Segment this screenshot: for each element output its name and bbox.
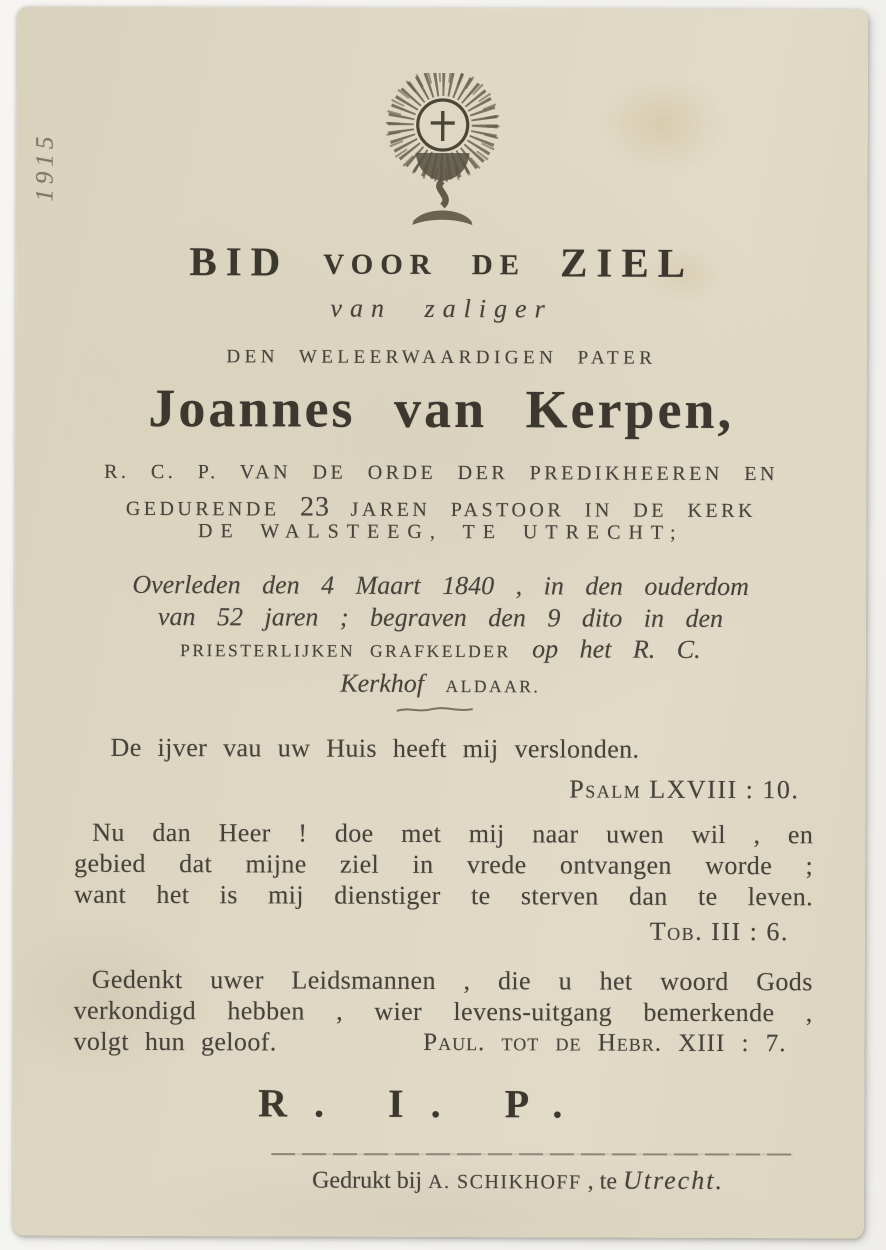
- printer-imprint: [223, 1164, 813, 1196]
- quote-tobias-text: [74, 817, 813, 913]
- title-word: VOOR: [323, 248, 438, 281]
- imprint-city: Utrecht.: [622, 1165, 725, 1195]
- quote-psalm-source: Psalm LXVIII : 10.: [569, 774, 800, 805]
- squiggle-divider: [395, 705, 475, 715]
- prayer-card: [13, 7, 868, 1239]
- position-line-3: DE WALSTEEG, TE UTRECHT;: [197, 520, 684, 544]
- quote-hebrews-source: Paul. tot de Hebr. XIII : 7.: [423, 1028, 787, 1058]
- obituary-block: [15, 569, 866, 704]
- quote-psalm-text: De ijver vau uw Huis heeft mij verslonden.: [110, 732, 640, 764]
- quote-tobias-line-3: want het is mij dienstiger te sterven dan te leven.: [73, 879, 814, 912]
- rip-line: R. I. P.: [258, 1080, 590, 1127]
- obituary-line-4-italic: Kerkhof: [340, 668, 446, 698]
- imprint-divider-rule: [271, 1153, 793, 1155]
- quote-hebrews-closing: volgt hun geloof.: [73, 1026, 277, 1057]
- position-line-2-pre: GEDURENDE: [125, 497, 280, 521]
- imprint-prefix: Gedrukt bij: [312, 1167, 429, 1194]
- title-word: BID: [189, 238, 290, 285]
- deceased-name: Joannes van Kerpen,: [148, 377, 735, 441]
- honorific-line: DEN WELEERWAARDIGEN PATER: [226, 346, 657, 369]
- position-line-1: R. C. P. VAN DE ORDE DER PREDIKHEEREN EN: [104, 460, 778, 486]
- title-word: DE: [471, 249, 527, 282]
- obituary-line-4: [15, 666, 866, 703]
- obituary-line-4-caps: ALDAAR.: [445, 675, 541, 696]
- obituary-line-1: Overleden den 4 Maart 1840 , in den ouderdom: [132, 569, 749, 602]
- obituary-line-2: van 52 jaren ; begraven den 9 dito in den: [157, 601, 724, 633]
- imprint-printer-name: A. SCHIKHOFF: [428, 1170, 582, 1194]
- obituary-line-3-italic: op het R. C.: [510, 634, 701, 664]
- years-count: 23: [300, 491, 331, 523]
- page-title: [16, 237, 867, 288]
- quote-tobias-source: Tob. III : 6.: [649, 916, 789, 947]
- obituary-line-3-caps: PRIESTERLIJKEN GRAFKELDER: [180, 640, 511, 662]
- quote-tobias-line-1: Nu dan Heer ! doe met mij naar uwen wil , en: [92, 817, 814, 850]
- quote-hebrews-text: [73, 964, 812, 1060]
- handwritten-archive-number: 1915: [31, 131, 59, 202]
- monstrance-chalice-icon: [327, 73, 558, 230]
- quote-hebrews-line-2: verkondigd hebben , wier levens-uitgang bemerkende ,: [73, 995, 813, 1028]
- title-word: ZIEL: [559, 239, 695, 286]
- quote-tobias-line-2: gebied dat mijne ziel in vrede ontvangen worde ;: [74, 848, 814, 881]
- quote-hebrews-line-1: Gedenkt uwer Leidsmannen , die u het woord Gods: [91, 964, 813, 997]
- position-line-2-post: JAREN PASTOOR IN DE KERK: [350, 498, 756, 523]
- subtitle-van-zaliger: van zaliger: [330, 293, 553, 324]
- obituary-line-3: [15, 632, 866, 669]
- imprint-separator: , te: [581, 1168, 624, 1195]
- radiant-chalice-emblem: [16, 72, 868, 236]
- quote-hebrews-line-3: [73, 1026, 812, 1060]
